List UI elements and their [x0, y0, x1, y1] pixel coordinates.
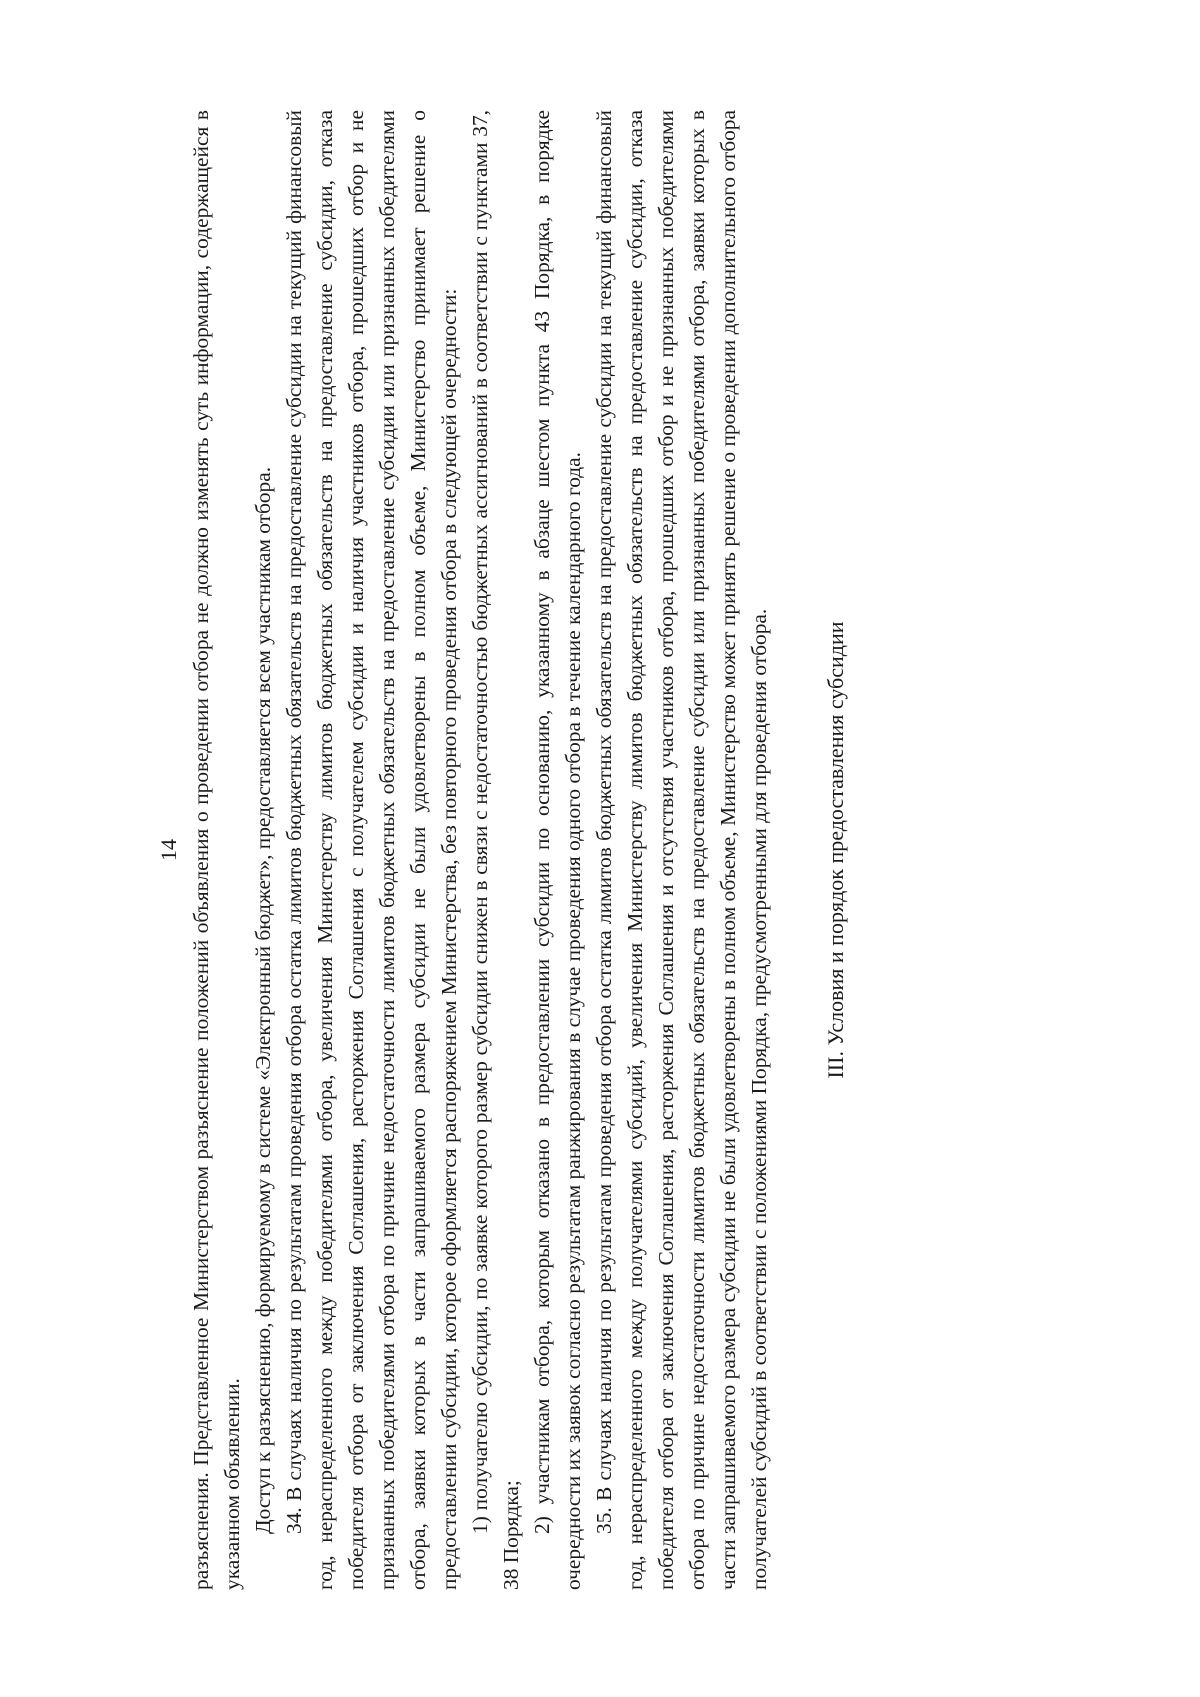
document-page — [146, 70, 966, 1630]
paragraph-item-34: 34. В случаях наличия по результатам проведения отбора остатка лимитов бюджетных обязательств на предоставление субсидии на текущий финансовый год, нераспределенного между победителями отбора, увеличения Министерству лимитов бюджетных обязательств на предоставление субсидии, отказа победителя отбора от заключения Соглашения, расторжения Соглашения с получателем субсидии и наличия участников отбора, прошедших отбор и не признанных победителями отбора по причине недостаточности лимитов бюджетных обязательств на предоставление субсидии или признанных победителями отбора, заявки которых в части запрашиваемого размера субсидии не были удовлетворены в полном объеме, Министерство принимает решение о предоставлении субсидии, которое оформляется распоряжением Министерства, без повторного проведения отбора в следующей очередности: — [282, 110, 461, 1590]
paragraph-item-35: 35. В случаях наличия по результатам проведения отбора остатка лимитов бюджетных обязательств на предоставление субсидии на текущий финансовый год, нераспределенного между получателями субсидий, увеличения Министерству лимитов бюджетных обязательств на предоставление субсидии, отказа победителя отбора от заключения Соглашения, расторжения Соглашения и отсутствия участников отбора, прошедших отбор и не признанных победителями отбора по причине недостаточности лимитов бюджетных обязательств на предоставление субсидии или признанных победителями отбора, заявки которых в части запрашиваемого размера субсидии не были удовлетворены в полном объеме, Министерство может принять решение о проведении дополнительного отбора получателей субсидий в соответствии с положениями Порядка, предусмотренными для проведения отбора. — [592, 110, 771, 1590]
paragraph-item-34-1: 1) получателю субсидии, по заявке которого размер субсидии снижен в связи с недостаточностью бюджетных ассигнований в соответствии с пунктами 37, 38 Порядка; — [468, 110, 523, 1590]
rotated-content — [156, 110, 956, 1590]
section-heading: III. Условия и порядок предоставления субсидии — [823, 621, 848, 1079]
paragraph-access: Доступ к разъяснению, формируемому в системе «Электронный бюджет», предоставляется всем участникам отбора. — [251, 466, 275, 1534]
paragraph-item-34-2: 2) участникам отбора, которым отказано в предоставлении субсидии по основанию, указанному в абзаце шестом пункта 43 Порядка, в порядке очередности их заявок согласно результатам ранжирования в случае проведения одного отбора в течение календарного года. — [530, 110, 585, 1590]
paragraph-clarification-end: разъяснения. Представленное Министерством разъяснение положений объявления о проведении отбора не должно изменять суть информации, содержащейся в указанном объявлении. — [189, 110, 244, 1590]
page-number: 14 — [156, 839, 181, 861]
body-text — [186, 110, 775, 1590]
